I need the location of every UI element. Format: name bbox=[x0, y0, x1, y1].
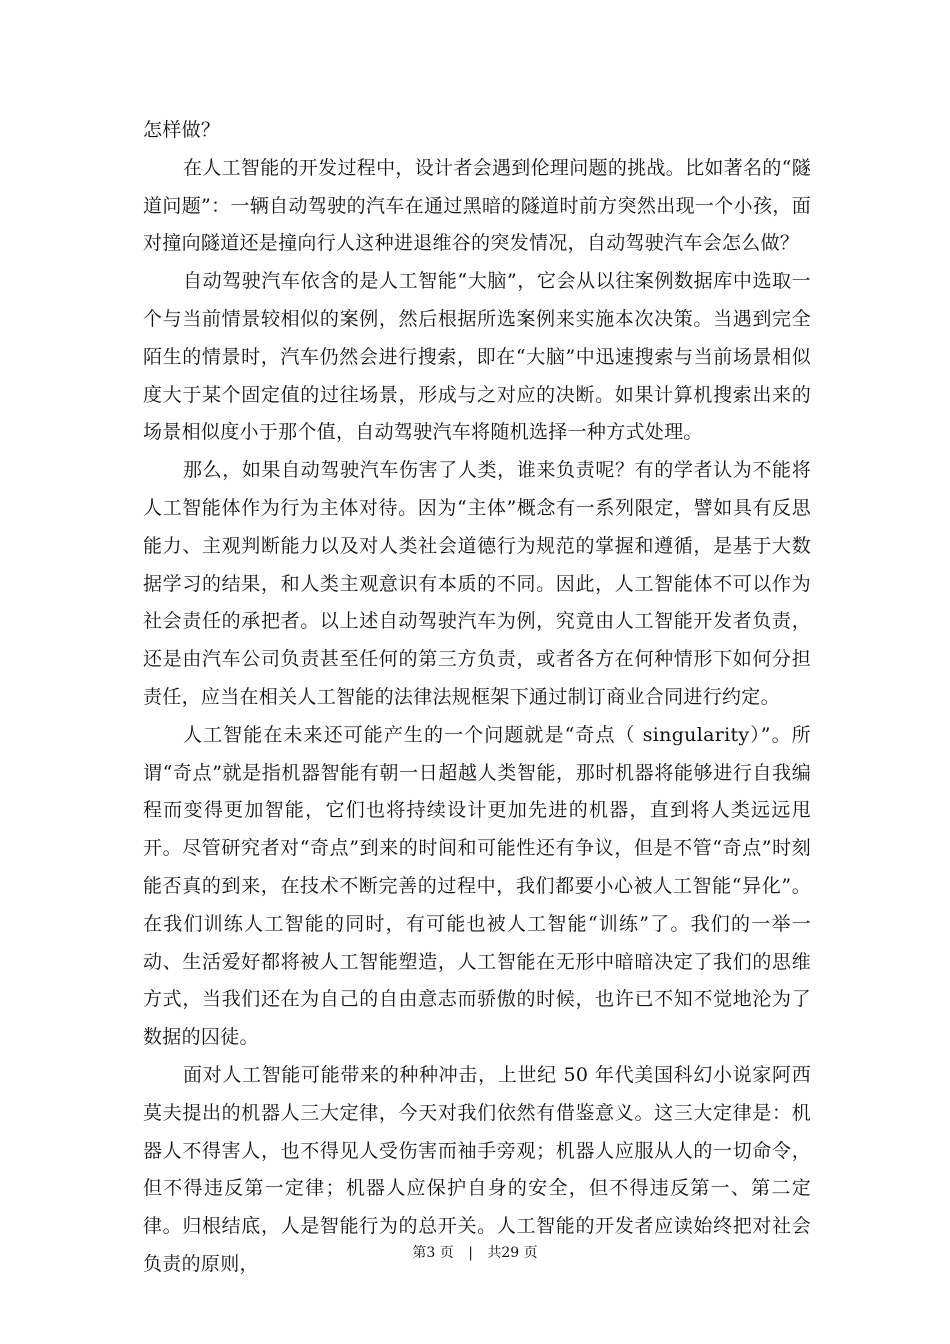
paragraph-responsibility: 那么，如果自动驾驶汽车伤害了人类，谁来负责呢？有的学者认为不能将人工智能体作为行为主体对待。因为“主体”概念有一系列限定，譬如具有反思能力、主观判断能力以及对人类社会道德行为规范的掌握和遵循，是基于大数据学习的结果，和人类主观意识有本质的不同。因此，人工智能体不可以作为社会责任的承把者。以上述自动驾驶汽车为例，究竟由人工智能开发者负责，还是由汽车公司负责甚至任何的第三方负责，或者各方在何种情形下如何分担责任，应当在相关人工智能的法律法规框架下通过制订商业合同进行约定。 bbox=[143, 459, 811, 708]
page-number: 第3 页 bbox=[412, 1245, 454, 1261]
paragraph-three-laws: 面对人工智能可能带来的种种冲击，上世纪 50 年代美国科幻小说家阿西莫夫提出的机器人三大定律，今天对我们依然有借鉴意义。这三大定律是：机器人不得害人，也不得见人受伤害而袖手旁观；机器人应服从人的一切命令，但不得违反第一定律；机器人应保护自身的安全，但不得违反第一、第二定律。归根结底，人是智能行为的总开关。人工智能的开发者应读始终把对社会负责的原则， bbox=[143, 1063, 811, 1275]
paragraph-tunnel-problem: 在人工智能的开发过程中，设计者会遇到伦理问题的挑战。比如著名的“隧道问题”：一辆自动驾驶的汽车在通过黑暗的隧道时前方突然出现一个小孩，面对撞向隧道还是撞向行人这种进退维谷的突发情况，自动驾驶汽车会怎么做？ bbox=[143, 156, 811, 255]
page-total: 共29 页 bbox=[487, 1245, 538, 1261]
page-footer bbox=[0, 1243, 950, 1263]
paragraph-continuation: 怎样做？ bbox=[143, 119, 221, 141]
body-text bbox=[143, 112, 811, 1284]
footer-separator: | bbox=[468, 1245, 473, 1261]
paragraph-singularity: 人工智能在未来还可能产生的一个问题就是“奇点（ singularity）”。所谓“奇点”就是指机器智能有朝一日超越人类智能，那时机器将能够进行自我编程而变得更加智能，它们也将持续设计更加先进的机器，直到将人类远远甩开。尽管研究者对“奇点”到来的时间和可能性还有争议，但是不管“奇点”时刻能否真的到来，在技术不断完善的过程中，我们都要小心被人工智能“异化”。在我们训练人工智能的同时，有可能也被人工智能“训练”了。我们的一举一动、生活爱好都将被人工智能塑造，人工智能在无形中暗暗决定了我们的思维方式，当我们还在为自己的自由意志而骄傲的时候，也许已不知不觉地沦为了数据的囚徒。 bbox=[143, 723, 811, 1049]
paragraph-ai-brain: 自动驾驶汽车依含的是人工智能“大脑”，它会从以往案例数据库中选取一个与当前情景较相似的案例，然后根据所选案例来实施本次决策。当遇到完全陌生的情景时，汽车仍然会进行搜索，即在“大脑”中迅速搜索与当前场景相似度大于某个固定值的过往场景，形成与之对应的决断。如果计算机搜索出来的场景相似度小于那个值，自动驾驶汽车将随机选择一种方式处理。 bbox=[143, 270, 811, 444]
